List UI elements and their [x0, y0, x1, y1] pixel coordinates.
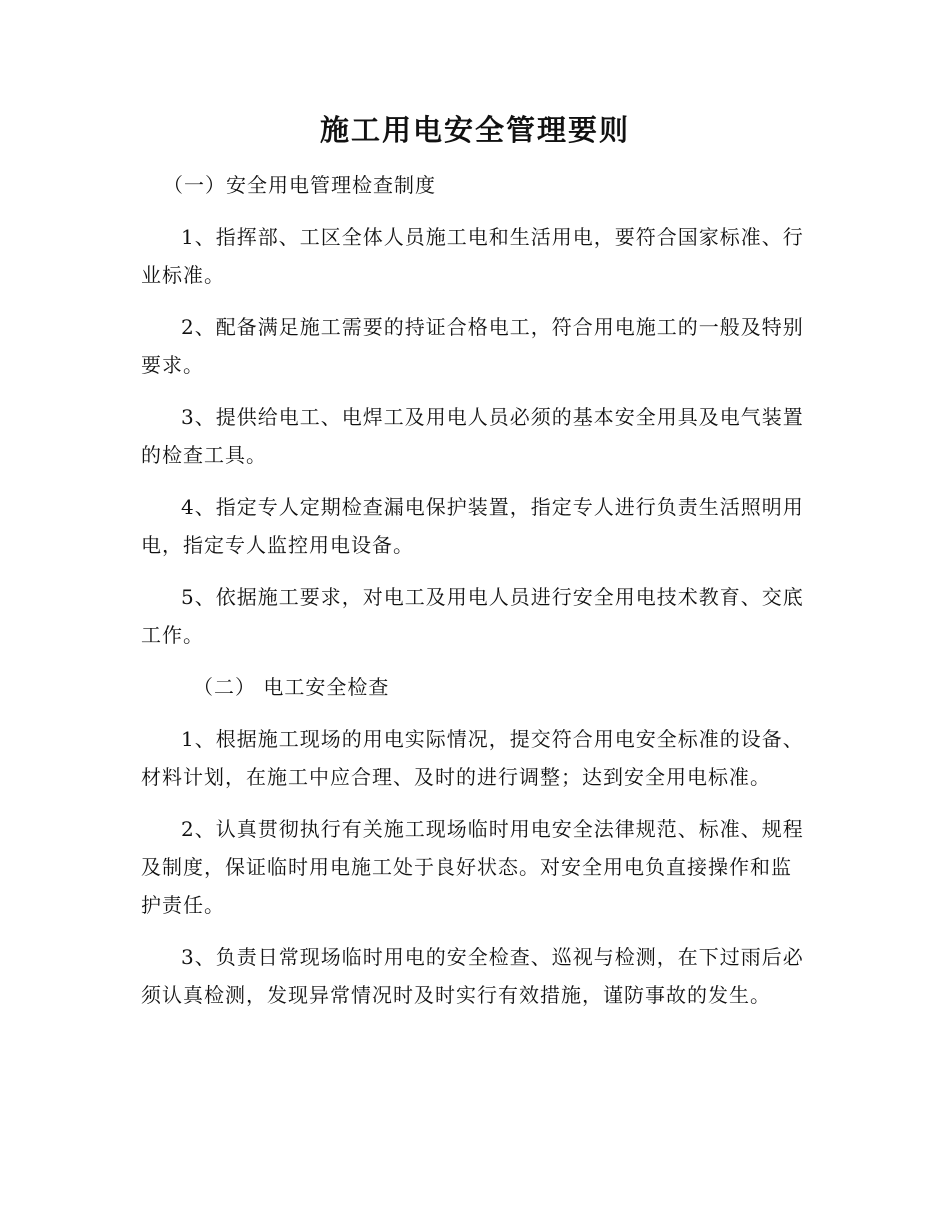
section-1-heading: （一）安全用电管理检查制度 [163, 173, 436, 197]
document-body [141, 166, 807, 1028]
section-1-item-2: 2、配备满足施工需要的持证合格电工，符合用电施工的一般及特别要求。 [141, 315, 804, 377]
section-1-item-4: 4、指定专人定期检查漏电保护装置，指定专人进行负责生活照明用电，指定专人监控用电设备。 [141, 495, 804, 557]
section-2-item-2: 2、认真贯彻执行有关施工现场临时用电安全法律规范、标准、规程及制度，保证临时用电施工处于良好状态。对安全用电负直接操作和监护责任。 [141, 817, 804, 917]
section-2-heading: （二） 电工安全检查 [193, 675, 390, 699]
document-title: 施工用电安全管理要则 [319, 113, 630, 147]
section-1-item-1: 1、指挥部、工区全体人员施工电和生活用电，要符合国家标准、行业标准。 [141, 225, 804, 287]
section-1-item-5: 5、依据施工要求，对电工及用电人员进行安全用电技术教育、交底工作。 [141, 585, 804, 647]
section-2-item-3: 3、负责日常现场临时用电的安全检查、巡视与检测，在下过雨后必须认真检测，发现异常情况时及时实行有效措施，谨防事故的发生。 [141, 945, 804, 1007]
section-2-item-1: 1、根据施工现场的用电实际情况，提交符合用电安全标准的设备、材料计划，在施工中应合理、及时的进行调整；达到安全用电标准。 [141, 727, 804, 789]
section-1-item-3: 3、提供给电工、电焊工及用电人员必须的基本安全用具及电气装置的检查工具。 [141, 405, 804, 467]
